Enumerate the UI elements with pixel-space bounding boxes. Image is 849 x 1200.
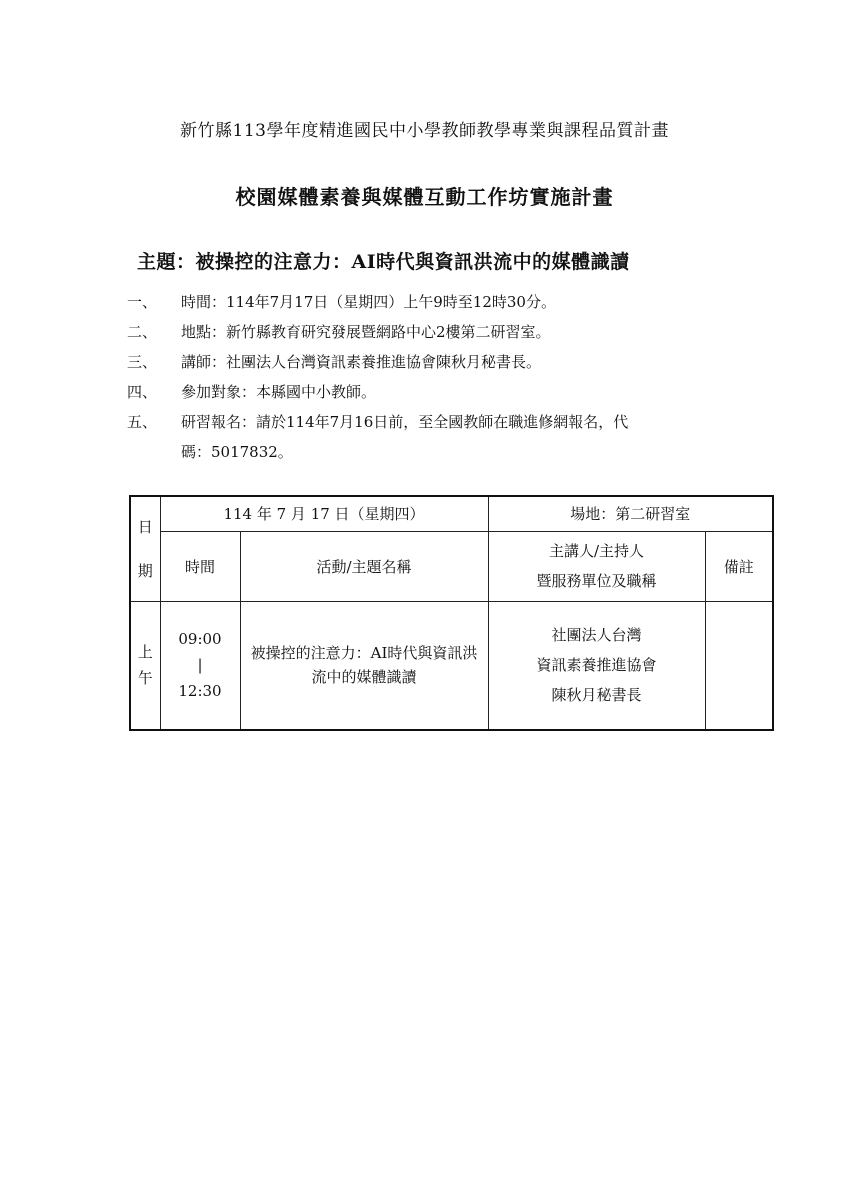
list-item-text-wrapper: [181, 412, 747, 472]
list-item-number: 三、: [127, 353, 158, 371]
list-item-time: [127, 292, 747, 322]
time-start: 09:00: [178, 630, 222, 649]
list-item-location: [127, 322, 747, 352]
time-cell: [160, 601, 240, 730]
document-title: 校園媒體素養與媒體互動工作坊實施計畫: [235, 185, 614, 209]
date-label-char: 日: [137, 517, 153, 536]
period-char: 午: [137, 669, 153, 688]
list-item-number: 五、: [127, 413, 158, 431]
period-cell: [130, 601, 160, 730]
header-activity: 活動/主題名稱: [240, 531, 488, 601]
period-char: 上: [137, 643, 153, 662]
list-item-text: 地點：新竹縣教育研究發展暨網路中心2樓第二研習室。: [181, 323, 551, 341]
list-item-text: 時間：114年7月17日（星期四）上午9時至12時30分。: [181, 293, 556, 311]
list-item-number: 一、: [127, 293, 158, 311]
table-row: [130, 601, 773, 730]
table-header-row-columns: [130, 531, 773, 601]
activity-cell: 被操控的注意力：AI時代與資訊洪流中的媒體識讀: [240, 601, 488, 730]
time-end: 12:30: [178, 682, 222, 701]
speaker-line: 社團法人台灣: [551, 626, 642, 645]
list-item-number: 四、: [127, 383, 158, 401]
info-list: [127, 292, 747, 472]
topic-heading: 主題：被操控的注意力：AI時代與資訊洪流中的媒體識讀: [137, 251, 630, 273]
speaker-line: 資訊素養推進協會: [536, 656, 657, 675]
list-item-text: 研習報名：請於114年7月16日前，至全國教師在職進修網報名，代: [181, 413, 629, 431]
date-label-cell: [130, 496, 160, 601]
schedule-table: [129, 495, 774, 731]
list-item-participants: [127, 382, 747, 412]
header-remarks: 備註: [705, 531, 773, 601]
header-speaker-line: 主講人/主持人: [548, 542, 645, 560]
date-label-char: 期: [137, 561, 153, 580]
list-item-text: 參加對象：本縣國中小教師。: [181, 383, 377, 401]
table-header-row-date: [130, 496, 773, 531]
header-speaker-line: 暨服務單位及職稱: [536, 572, 657, 590]
venue-cell: 場地：第二研習室: [488, 496, 773, 531]
speaker-cell: [488, 601, 705, 730]
header-time: 時間: [160, 531, 240, 601]
list-item-lecturer: [127, 352, 747, 382]
list-item-registration: [127, 412, 747, 472]
list-item-number: 二、: [127, 323, 158, 341]
remarks-cell: [705, 601, 773, 730]
date-value-cell: 114 年 7 月 17 日（星期四）: [160, 496, 488, 531]
list-item-text: 講師：社團法人台灣資訊素養推進協會陳秋月秘書長。: [181, 353, 542, 371]
list-item-text-continued: 碼：5017832。: [181, 443, 293, 461]
plan-title: 新竹縣113學年度精進國民中小學教師教學專業與課程品質計畫: [180, 121, 669, 141]
header-speaker: [488, 531, 705, 601]
speaker-line: 陳秋月秘書長: [551, 686, 642, 705]
time-separator: |: [197, 656, 203, 675]
